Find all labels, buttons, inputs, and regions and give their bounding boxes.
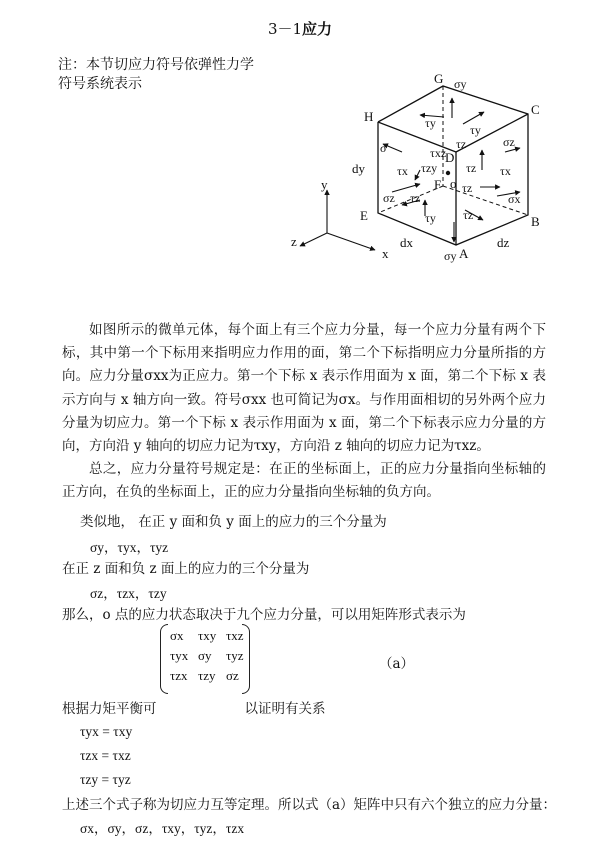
set-y: σy，τyx，τyz — [90, 540, 169, 555]
corner-G: G — [434, 71, 444, 86]
paragraph-2: 总之，应力分量符号规定是：在正的坐标面上，正的应力分量指向坐标轴的正方向，在负的坐标面上，正的应力分量指向坐标轴的负方向。 — [62, 461, 546, 501]
matrix-cell: τzx — [170, 668, 188, 683]
dim-dx: dx — [400, 235, 413, 250]
paragraph-7: 上述三个式子称为切应力互等定理。所以式（a）矩阵中只有六个独立的应力分量： — [62, 797, 557, 813]
axis-y-label: y — [321, 177, 328, 192]
corner-B: B — [531, 214, 540, 229]
paragraph-3: 类似地， 在正 y 面和负 y 面上的应力的三个分量为 — [80, 514, 387, 530]
matrix-cell: τzy — [198, 668, 216, 683]
title-text: 应力 — [302, 20, 333, 38]
label-tau-x-right: τx — [500, 164, 511, 178]
label-sigma-x-left: σ — [380, 141, 387, 155]
matrix-cell: τxz — [226, 628, 244, 643]
note-line-1: 注：本节切应力符号依弹性力学 — [58, 57, 254, 73]
matrix-cell: τxy — [198, 628, 217, 643]
paragraph-1: 如图所示的微单元体，每个面上有三个应力分量，每一个应力分量有两个下标，其中第一个下标用来指明应力作用的面，第二个下标指明应力分量所指的方向。应力分量σxx为正应力。第一个下标 x 表示作用面为 x 面，第二个下标 x 表示方向与 x 轴方向一致。符号σxx 也可简记为σx。与作用面相切的另外两个应力分量为切应力。第一个下标 x 表示作用面为 x 面，第二个下标表示应力分量的方向，方向沿 y 轴向的切应力记为τxy，方向沿 z 轴向的切应力记为τxz。 — [62, 322, 547, 455]
matrix-cell: τyx — [170, 648, 189, 663]
paragraph-5: 那么，o 点的应力状态取决于九个应力分量，可以用矩阵形式表示为 — [62, 607, 466, 623]
stress-matrix — [160, 624, 250, 692]
label-tau-xz: τxz — [430, 146, 447, 160]
label-tau-z-right: τz — [456, 137, 467, 151]
label-tau-y-1: τy — [425, 116, 436, 130]
equation-2: τzx = τxz — [80, 748, 131, 763]
equation-label-a: （a） — [379, 656, 415, 672]
label-tau-zy: τzy — [421, 161, 438, 175]
label-sigma-x-right: σx — [508, 192, 521, 206]
corner-E: E — [360, 208, 368, 223]
axis-x-label: x — [382, 246, 389, 261]
label-tau-z-mid: τz — [466, 161, 477, 175]
note-line-2: 符号系统表示 — [58, 76, 142, 92]
label-tau-z-3: τz — [463, 208, 474, 222]
point-o: o — [450, 176, 457, 191]
paragraph-6: 根据力矩平衡可 以证明有关系 — [62, 701, 326, 717]
matrix-left-bracket — [160, 624, 168, 694]
label-tau-x: τx — [397, 164, 408, 178]
stress-element-figure — [0, 0, 600, 300]
point-o-dot — [446, 171, 450, 175]
corner-H: H — [364, 109, 374, 124]
dim-dy: dy — [352, 161, 365, 176]
corner-A: A — [459, 246, 469, 261]
matrix-cell: σy — [198, 648, 212, 663]
set-z: σz，τzx，τzy — [90, 586, 167, 601]
axis-z-label: z — [291, 234, 297, 249]
paragraph-4: 在正 z 面和负 z 面上的应力的三个分量为 — [62, 561, 310, 577]
independent-components: σx，σy，σz，τxy，τyz，τzx — [80, 821, 245, 836]
label-sigma-y-bottom: σy — [444, 249, 457, 263]
matrix-cell: σz — [226, 668, 239, 683]
corner-F: F — [434, 177, 442, 192]
label-sigma-y-top: σy — [454, 77, 467, 91]
label-tau-z: τz — [410, 191, 421, 205]
corner-C: C — [531, 102, 540, 117]
matrix-cell: σx — [170, 628, 184, 643]
label-tau-y-3: τy — [425, 211, 436, 225]
dim-dz: dz — [497, 235, 510, 250]
matrix-right-bracket — [242, 624, 250, 694]
title-number: 3－1 — [267, 20, 303, 38]
label-sigma-z: σz — [383, 191, 395, 205]
corner-D: D — [445, 150, 455, 165]
equation-3: τzy = τyz — [80, 772, 131, 787]
label-tau-z-2: τz — [462, 181, 473, 195]
matrix-cell: τyz — [226, 648, 244, 663]
label-sigma-z-right: σz — [503, 135, 515, 149]
equation-1: τyx = τxy — [80, 724, 133, 739]
label-tau-y-2: τy — [470, 123, 481, 137]
